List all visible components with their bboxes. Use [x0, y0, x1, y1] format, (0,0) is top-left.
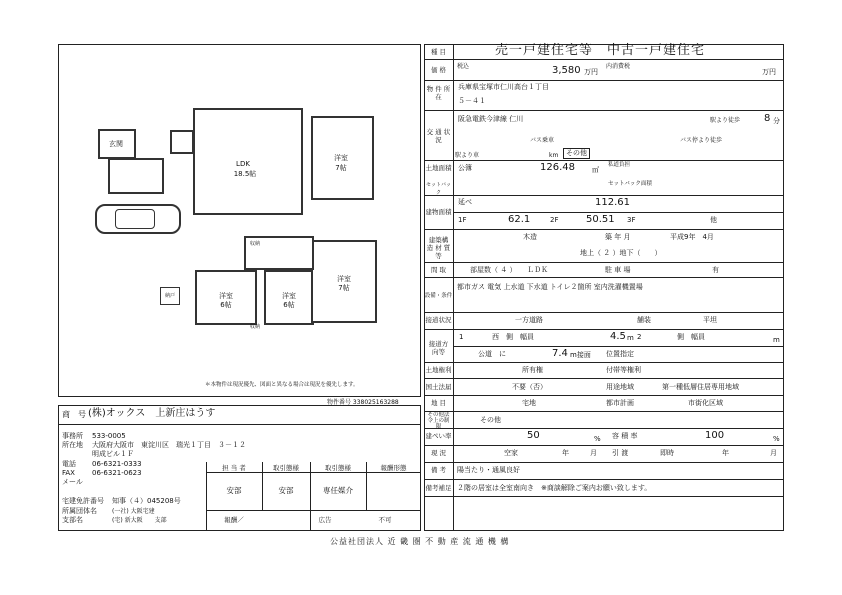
status-year: 年	[562, 449, 569, 457]
office-label: 事務所	[62, 432, 83, 440]
setback-label: セットバック	[426, 182, 451, 196]
f2-area: 50.51	[586, 214, 615, 225]
staff-header-houshu: 報酬形態	[380, 464, 407, 472]
license-label: 宅建免許番号	[62, 497, 104, 505]
layout-label: 間 取	[430, 266, 447, 274]
road1-width: 4.5	[610, 331, 626, 342]
price-tax: 税込	[457, 63, 470, 70]
price-unit: 万円	[584, 68, 598, 76]
location-line1: 兵庫県宝塚市仁川高台１丁目	[458, 83, 549, 91]
zoning-value: 第一種低層住居専用地域	[662, 383, 739, 391]
license: 知事（４）045208号	[112, 497, 181, 505]
staff-header-tantou: 担 当 者	[222, 464, 246, 472]
handover-label: 引 渡	[612, 449, 629, 457]
far-value: 100	[705, 430, 725, 441]
parking-label: 駐 車 場	[605, 266, 631, 274]
remarks-value: ２階の居室は全室南向き ※商談解除ご案内お願い致します。	[457, 484, 652, 492]
handover-value: 即時	[660, 449, 674, 457]
chimoku-value: 宅地	[522, 399, 536, 407]
remarks-label: 備考補足	[425, 484, 452, 492]
location-label: 物 件 所 在	[426, 85, 451, 101]
handover-month: 月	[770, 449, 777, 457]
property-number: 物件番号 338025163288	[327, 399, 399, 406]
mgmt-unit: 万円	[762, 68, 776, 76]
staff-value-torihiki1: 安部	[278, 486, 294, 495]
f1-area: 62.1	[508, 214, 531, 225]
youshitsu-1f-size: 7帖	[335, 164, 347, 172]
road2-no: 2	[637, 333, 642, 341]
station-walk: 駅より徒歩	[710, 117, 741, 124]
private-road-label: 私道負担	[608, 162, 631, 168]
road-label: 接道状況	[425, 316, 452, 324]
total-area: 112.61	[595, 197, 630, 208]
national-label: 国土法届	[425, 383, 452, 391]
youshitsu-2f-c-size: 7帖	[338, 284, 350, 292]
road1-unit: m	[627, 334, 634, 342]
walk-minutes: 8	[764, 113, 771, 124]
postal: 533-0005	[92, 432, 126, 440]
price-label: 価 格	[430, 66, 447, 74]
fax-label: FAX	[62, 469, 75, 477]
assoc: (一社) 大阪宅建	[112, 508, 155, 515]
traffic-label: 交 通 状 況	[426, 128, 451, 144]
location-line2: ５－４１	[458, 97, 486, 105]
total-label: 延べ	[458, 198, 472, 206]
fax: 06-6321-0623	[92, 469, 142, 477]
status-month: 月	[590, 449, 597, 457]
frontage-unit: m接面	[570, 351, 591, 359]
from-station: 駅より車	[455, 152, 480, 159]
rooms-value: 部屋数（ ４ ） ＬＤＫ	[470, 266, 548, 274]
bldg-area-label: 建物面積	[425, 208, 452, 216]
trade-name: (株)オックス 上新庄はうす	[88, 408, 216, 419]
land-area: 126.48	[540, 162, 575, 173]
trade-label: 商 号	[62, 410, 86, 419]
assoc-label: 所属団体名	[62, 507, 97, 515]
built-value: 平成9年 4月	[670, 233, 714, 241]
bcr-value: 50	[527, 430, 540, 441]
f2-label: 2F	[550, 216, 559, 224]
fee-label: 報酬／	[224, 516, 244, 524]
other-traffic: その他	[563, 148, 590, 159]
sheet-title: 売一戸建住宅等 中古一戸建住宅	[495, 43, 706, 58]
road1-no: 1	[459, 333, 464, 341]
notes-label: 備 考	[430, 466, 447, 474]
youshitsu-2f-a-label: 洋室	[219, 292, 233, 300]
road-value: 一方道路	[515, 316, 543, 324]
mgmt-label: 内消費税	[606, 63, 631, 70]
city-plan-value: 市街化区域	[688, 399, 723, 407]
zoning-label: 用途地域	[606, 383, 634, 391]
road2-unit: m	[773, 336, 780, 344]
youshitsu-2f-a-size: 6帖	[220, 301, 232, 309]
land-area-label: 土地面積	[425, 164, 452, 172]
road-dir-label: 接道方向等	[428, 340, 449, 356]
floorplan-note: ＊本物件は現況優先、図面と異なる場合は現況を優先します。	[205, 382, 359, 388]
land-type: 公簿	[458, 164, 472, 172]
handover-year: 年	[722, 449, 729, 457]
mail-label: メール	[62, 478, 83, 486]
equipment-label: 設備・条件	[424, 293, 453, 299]
nando-label: 納戸	[164, 293, 175, 299]
land-unit: ㎡	[592, 166, 599, 174]
road2-dir: 側 幅員	[677, 333, 705, 341]
road-surface-value: 平坦	[703, 316, 717, 324]
tel: 06-6321-0333	[92, 460, 142, 468]
addr2: 明成ビル１Ｆ	[92, 450, 134, 458]
walk-unit: 分	[773, 117, 780, 125]
staff-value-torihiki2: 専任媒介	[323, 486, 353, 495]
bus-stop: バス停より徒歩	[680, 137, 723, 144]
f3-label: 3F	[627, 216, 636, 224]
built-label: 築 年 月	[605, 233, 631, 241]
status-value: 空家	[504, 449, 518, 457]
staff-value-tantou: 安部	[226, 486, 242, 495]
branch: (宅) 新大阪 支部	[112, 517, 167, 524]
ldk-label: LDK	[236, 160, 250, 168]
other-limit-label: その他法令上の制限	[427, 412, 450, 430]
bcr-unit: %	[594, 435, 601, 443]
floors-value: 地上（ ２ ）地下（ ）	[580, 249, 662, 257]
equipment-value: 都市ガス 電気 上水道 下水道 トイレ２箇所 室内洗濯機置場	[457, 283, 643, 291]
status-label: 現 況	[430, 449, 447, 457]
stairs-1f	[170, 130, 194, 154]
structure-label: 建築構造 材 質 等	[426, 236, 451, 260]
youshitsu-2f-b-label: 洋室	[282, 292, 296, 300]
setback-area-label: セットバック面積	[608, 181, 652, 187]
public-road-label: 公道 に	[478, 350, 506, 358]
land-right-value: 所有権	[522, 366, 543, 374]
road1-dir: 西 側 幅員	[492, 333, 534, 341]
chimoku-label: 地 目	[430, 399, 447, 407]
shuuno-2-label: 収納	[249, 324, 260, 330]
shumoku-label: 種 目	[430, 48, 447, 56]
wet-area	[108, 158, 164, 194]
footer-org: 公益社団法人 近 畿 圏 不 動 産 流 通 機 構	[330, 537, 510, 546]
branch-label: 支部名	[62, 516, 83, 524]
other-area-label: 他	[710, 216, 717, 224]
attached-label: 付帯等権利	[606, 366, 641, 374]
designation-label: 位置指定	[606, 350, 634, 358]
far-label: 容 積 率	[612, 432, 638, 440]
parking-value: 有	[712, 266, 719, 274]
f1-label: 1F	[458, 216, 467, 224]
genkan-label: 玄関	[109, 140, 123, 148]
far-unit: %	[773, 435, 780, 443]
staff-header-torihiki1: 取引態様	[273, 464, 299, 472]
other-limit-value: その他	[480, 416, 501, 424]
structure-value: 木造	[523, 233, 537, 241]
youshitsu-2f-b-size: 6帖	[283, 301, 295, 309]
bcr-label: 建ぺい率	[425, 432, 452, 440]
tel-label: 電話	[62, 460, 76, 468]
staff-header-torihiki2: 取引態様	[325, 464, 351, 472]
ad-value: 不可	[378, 516, 392, 524]
national-value: 不要（否）	[512, 383, 547, 391]
km-unit: km	[549, 152, 559, 159]
ldk-size: 18.5帖	[233, 170, 257, 178]
youshitsu-2f-c-label: 洋室	[337, 275, 351, 283]
city-plan-label: 都市計画	[606, 399, 634, 407]
notes-value: 陽当たり・通風良好	[457, 466, 520, 474]
line-name: 阪急電鉄今津線 仁川	[458, 115, 524, 123]
land-right-label: 土地権利	[425, 366, 452, 374]
ad-label: 広告	[318, 516, 332, 524]
addr1: 大阪府大阪市 東淀川区 瑞光１丁目 ３－１２	[92, 441, 246, 449]
price-value: 3,580	[552, 65, 581, 76]
bus-ride: バス乗車	[530, 137, 555, 144]
youshitsu-1f-label: 洋室	[334, 154, 348, 162]
road-surface-label: 舗装	[637, 316, 651, 324]
frontage-value: 7.4	[552, 348, 568, 359]
shuuno-1-label: 収納	[249, 241, 260, 247]
addr-label: 所在地	[62, 441, 83, 449]
